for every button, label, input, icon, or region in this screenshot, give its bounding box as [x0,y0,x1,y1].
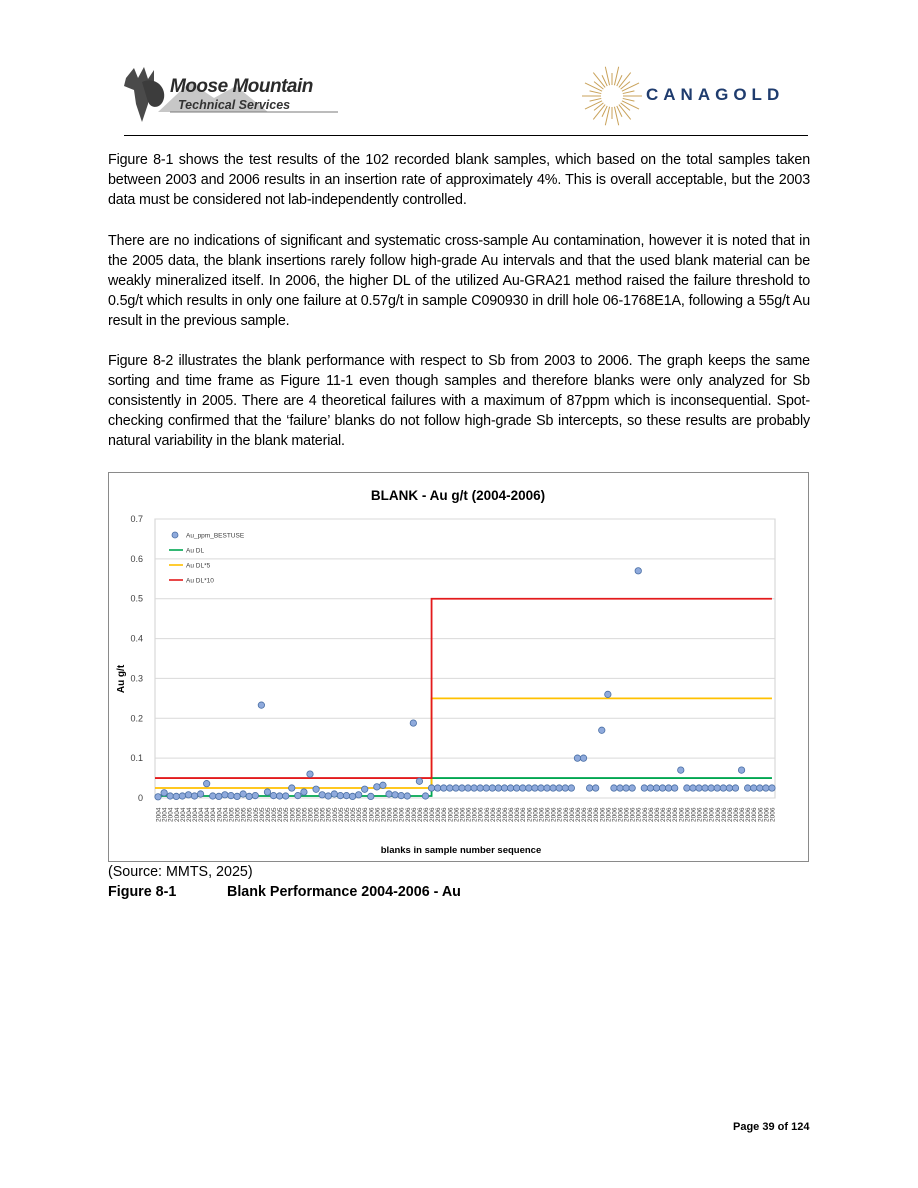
x-tick-label: 2006 [617,807,625,822]
data-point [574,755,580,761]
x-tick-label: 2006 [629,807,637,822]
x-tick-label: 2006 [435,807,443,822]
data-point [672,785,678,791]
data-point [744,785,750,791]
chart-title: BLANK - Au g/t (2004-2006) [370,488,546,503]
data-point [155,794,161,800]
canagold-name: CANAGOLD [646,85,785,104]
data-point [586,785,592,791]
y-tick-label: 0.2 [130,713,143,724]
data-point [404,793,410,799]
data-point [513,785,519,791]
x-tick-label: 2005 [277,807,285,822]
data-point [526,785,532,791]
x-tick-label: 2006 [726,807,734,822]
x-tick-label: 2005 [252,807,260,822]
data-point [319,792,325,798]
data-point [562,785,568,791]
x-tick-label: 2006 [508,807,516,822]
data-point [738,767,744,773]
x-tick-label: 2005 [289,807,297,822]
data-point [580,755,586,761]
x-tick-label: 2006 [538,807,546,822]
data-point [264,789,270,795]
series-line [155,698,772,788]
data-point [653,785,659,791]
x-tick-label: 2005 [331,807,339,822]
x-tick-label: 2006 [459,807,467,822]
data-point [495,785,501,791]
data-point [216,793,222,799]
x-tick-label: 2005 [350,807,358,822]
data-point [349,793,355,799]
data-point [665,785,671,791]
paragraph-2: There are no indications of significant and systematic cross-sample Au contamination, however it is noted that in the 2005 data, the blank insertions rarely follow high-grade Au intervals and that the used blank material can be weakly mineralized itself. In 2006, the higher DL of the utilized Au-GRA21 method raised the failure threshold to 0.5g/t which results in only one failure at 0.57g/t in sample C090930 in drill hole 06-1768E1A, following a 55g/t Au result in the previous sample. [108,233,810,329]
sunburst-ray [585,101,602,109]
page-header [0,0,918,140]
data-point [611,785,617,791]
x-tick-label: 2004 [222,807,230,822]
header-rule [124,135,808,136]
data-point [592,785,598,791]
data-point [714,785,720,791]
blank-au-chart [109,473,810,863]
x-tick-label: 2006 [368,807,376,822]
x-tick-label: 2006 [422,807,430,822]
data-point [307,771,313,777]
x-tick-label: 2005 [228,807,236,822]
x-tick-label: 2005 [356,807,364,822]
x-tick-label: 2005 [295,807,303,822]
data-point [258,702,264,708]
x-tick-label: 2005 [313,807,321,822]
x-tick-label: 2006 [362,807,370,822]
y-tick-label: 0.3 [130,673,143,684]
y-tick-label: 0.1 [130,753,143,764]
x-tick-label: 2006 [380,807,388,822]
x-tick-label: 2006 [447,807,455,822]
data-point [295,792,301,798]
data-point [471,785,477,791]
data-point [720,785,726,791]
y-tick-label: 0.5 [130,593,143,604]
data-point [313,786,319,792]
data-point [337,792,343,798]
x-tick-label: 2006 [520,807,528,822]
data-point [282,793,288,799]
x-tick-label: 2005 [325,807,333,822]
data-point [507,785,513,791]
sunburst-ray [585,83,602,91]
x-tick-label: 2006 [769,807,777,822]
data-point [465,785,471,791]
x-tick-label: 2004 [155,807,163,822]
x-tick-label: 2006 [568,807,576,822]
data-point [678,767,684,773]
data-point [757,785,763,791]
x-tick-label: 2006 [514,807,522,822]
data-point [556,785,562,791]
data-point [228,792,234,798]
sunburst-ray [590,98,602,101]
x-tick-label: 2006 [526,807,534,822]
x-tick-label: 2006 [714,807,722,822]
sunburst-ray [590,91,602,94]
data-point [240,791,246,797]
data-point [447,785,453,791]
x-tick-label: 2004 [185,807,193,822]
data-point [726,785,732,791]
y-tick-label: 0.4 [130,633,143,644]
x-tick-label: 2006 [398,807,406,822]
data-point [252,792,258,798]
moose-mountain-name: Moose Mountain [170,76,313,97]
x-tick-label: 2006 [763,807,771,822]
x-tick-label: 2005 [271,807,279,822]
data-point [203,780,209,786]
legend-label: Au DL*10 [186,577,214,585]
data-point [398,792,404,798]
x-tick-label: 2006 [556,807,564,822]
legend-label: Au DL*5 [186,562,211,570]
data-point [197,791,203,797]
data-point [392,792,398,798]
data-point [422,793,428,799]
x-tick-label: 2004 [167,807,175,822]
x-tick-label: 2006 [416,807,424,822]
data-point [289,785,295,791]
series-line [155,599,772,778]
sunburst-icon [582,62,642,132]
data-point [173,793,179,799]
x-tick-label: 2006 [623,807,631,822]
x-tick-label: 2006 [660,807,668,822]
data-point [325,793,331,799]
x-tick-label: 2005 [307,807,315,822]
data-point [459,785,465,791]
x-tick-label: 2005 [240,807,248,822]
x-tick-label: 2006 [593,807,601,822]
data-point [331,791,337,797]
sunburst-ray [623,98,635,101]
data-point [647,785,653,791]
x-tick-label: 2004 [216,807,224,822]
x-tick-label: 2005 [319,807,327,822]
data-point [751,785,757,791]
x-tick-label: 2006 [678,807,686,822]
x-tick-label: 2006 [587,807,595,822]
data-point [538,785,544,791]
x-tick-label: 2006 [532,807,540,822]
x-tick-label: 2004 [198,807,206,822]
data-point [532,785,538,791]
x-tick-label: 2006 [635,807,643,822]
x-tick-label: 2006 [653,807,661,822]
x-tick-label: 2004 [210,807,218,822]
x-tick-label: 2006 [684,807,692,822]
data-point [161,790,167,796]
x-tick-label: 2006 [441,807,449,822]
data-point [696,785,702,791]
legend-label: Au DL [186,547,205,555]
data-point [453,785,459,791]
x-tick-label: 2006 [465,807,473,822]
figure-title: Blank Performance 2004-2006 - Au [227,884,461,900]
data-point [769,785,775,791]
data-point [270,792,276,798]
data-point [617,785,623,791]
data-point [702,785,708,791]
x-tick-label: 2006 [581,807,589,822]
sunburst-ray [622,83,639,91]
x-tick-label: 2004 [204,807,212,822]
data-point [301,789,307,795]
data-point [362,786,368,792]
x-tick-label: 2006 [404,807,412,822]
data-point [732,785,738,791]
x-tick-label: 2006 [605,807,613,822]
data-point [210,793,216,799]
data-point [441,785,447,791]
data-point [501,785,507,791]
data-point [410,720,416,726]
data-point [763,785,769,791]
data-point [343,792,349,798]
x-tick-label: 2006 [739,807,747,822]
x-tick-label: 2005 [343,807,351,822]
chart-x-axis-label: blanks in sample number sequence [380,845,542,856]
data-point [605,691,611,697]
legend-swatch [172,532,178,538]
moose-mountain-logo [118,64,348,130]
x-tick-label: 2005 [264,807,272,822]
x-tick-label: 2004 [161,807,169,822]
x-tick-label: 2006 [708,807,716,822]
data-point [483,785,489,791]
plot-area [155,519,775,798]
data-point [234,793,240,799]
x-tick-label: 2006 [410,807,418,822]
x-tick-label: 2006 [429,807,437,822]
x-tick-label: 2006 [647,807,655,822]
sunburst-ray [622,101,639,109]
moose-mountain-subtitle: Technical Services [178,98,291,112]
x-tick-label: 2006 [745,807,753,822]
x-tick-label: 2005 [301,807,309,822]
x-tick-label: 2004 [179,807,187,822]
data-point [690,785,696,791]
data-point [477,785,483,791]
data-point [520,785,526,791]
x-tick-label: 2006 [641,807,649,822]
data-point [191,793,197,799]
legend-label: Au_ppm_BESTUSE [186,532,245,540]
x-tick-label: 2005 [234,807,242,822]
data-point [623,785,629,791]
x-tick-label: 2006 [672,807,680,822]
x-tick-label: 2006 [696,807,704,822]
x-tick-label: 2006 [574,807,582,822]
x-tick-label: 2006 [666,807,674,822]
x-tick-label: 2006 [757,807,765,822]
x-tick-label: 2006 [483,807,491,822]
y-tick-label: 0.6 [130,553,143,564]
data-point [355,792,361,798]
figure-source: (Source: MMTS, 2025) [108,864,253,880]
data-point [179,793,185,799]
canagold-logo [582,62,812,132]
data-point [550,785,556,791]
data-point [489,785,495,791]
x-tick-label: 2006 [374,807,382,822]
data-point [167,793,173,799]
x-tick-label: 2006 [599,807,607,822]
data-point [708,785,714,791]
x-tick-label: 2005 [283,807,291,822]
x-tick-label: 2006 [702,807,710,822]
x-tick-label: 2004 [173,807,181,822]
y-tick-label: 0.7 [130,514,143,524]
x-tick-label: 2006 [611,807,619,822]
x-tick-label: 2005 [246,807,254,822]
x-tick-label: 2006 [392,807,400,822]
data-point [635,568,641,574]
x-tick-label: 2005 [258,807,266,822]
x-tick-label: 2006 [732,807,740,822]
x-tick-label: 2006 [471,807,479,822]
data-point [599,727,605,733]
data-point [629,785,635,791]
data-point [386,791,392,797]
x-tick-label: 2006 [477,807,485,822]
data-point [641,785,647,791]
y-tick-label: 0 [137,793,143,803]
sunburst-ray [623,91,635,94]
data-point [416,778,422,784]
x-tick-label: 2006 [751,807,759,822]
x-tick-label: 2005 [337,807,345,822]
data-point [568,785,574,791]
data-point [246,793,252,799]
data-point [380,782,386,788]
data-point [544,785,550,791]
paragraph-3: Figure 8-2 illustrates the blank performance with respect to Sb from 2003 to 2006. The graph keeps the same sorting and time frame as Figure 11-1 even though samples and therefore blanks were only analyzed for Sb consistently in 2005. There are 4 theoretical failures with a maximum of 87ppm which is inconsequential. Spot-checking confirmed that the ‘failure’ blanks do not follow high-grade Sb intercepts, so these results are probably natural variability in the blank material. [108,353,810,449]
x-tick-label: 2006 [544,807,552,822]
data-point [368,793,374,799]
x-tick-label: 2006 [720,807,728,822]
x-tick-label: 2006 [386,807,394,822]
figure-label: Figure 8-1 [108,884,177,900]
x-tick-label: 2006 [690,807,698,822]
x-tick-label: 2006 [453,807,461,822]
chart-frame [108,472,809,862]
paragraph-1: Figure 8-1 shows the test results of the 102 recorded blank samples, which based on the total samples taken between 2003 and 2006 results in an insertion rate of approximately 4%. This is overall acceptable, but the 2003 data must be considered not lab-independently controlled. [108,152,810,208]
data-point [222,792,228,798]
chart-y-axis-label: Au g/t [116,664,127,694]
x-tick-label: 2006 [502,807,510,822]
data-point [374,784,380,790]
x-tick-label: 2006 [489,807,497,822]
x-tick-label: 2006 [550,807,558,822]
data-point [434,785,440,791]
x-tick-label: 2004 [192,807,200,822]
page-number: Page 39 of 124 [733,1121,810,1133]
x-tick-label: 2006 [495,807,503,822]
data-point [684,785,690,791]
data-point [659,785,665,791]
data-point [185,792,191,798]
x-tick-label: 2006 [562,807,570,822]
data-point [276,793,282,799]
data-point [428,785,434,791]
